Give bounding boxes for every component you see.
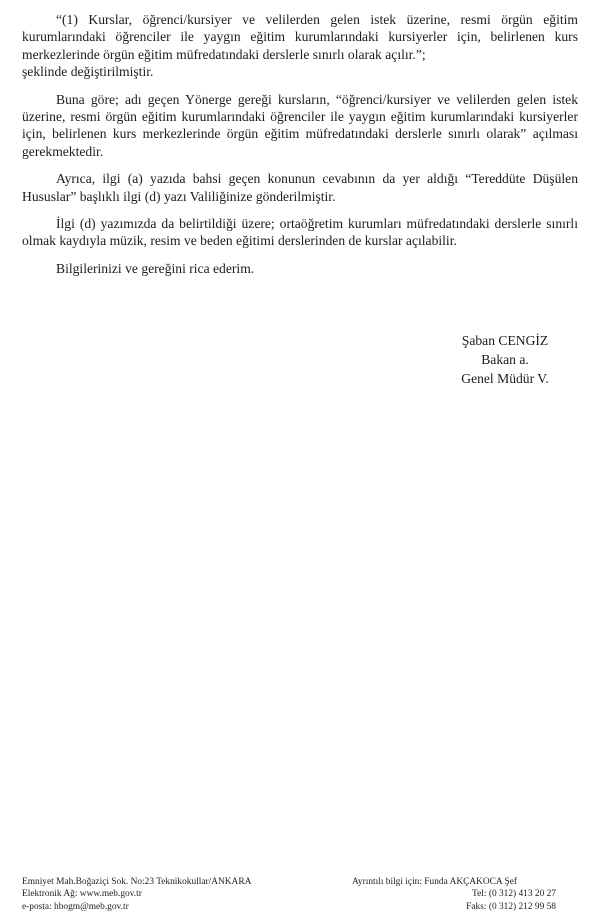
footer-contact-left	[22, 876, 322, 913]
signatory-name: Şaban CENGİZ	[461, 333, 549, 348]
footer-phone: Tel: (0 312) 413 20 27	[472, 889, 556, 900]
footer-email: e-posta: hbogm@meb.gov.tr	[22, 901, 129, 912]
signatory-title: Bakan a.	[481, 352, 529, 367]
letter-body	[22, 11, 578, 287]
paragraph-quoted-amendment: “(1) Kurslar, öğrenci/kursiyer ve velilerden gelen istek üzerine, resmi örgün eğitim kurumlarındaki öğrenciler ile yaygın eğitim kurumlarındaki kursiyerler için, belirlenen kurs merkezlerinde örgün eğitim müfredatındaki derslerle sınırlı olarak açılır.”;	[22, 12, 578, 62]
footer-network: Elektronik Ağ: www.meb.gov.tr	[22, 889, 142, 900]
paragraph-accordingly: Buna göre; adı geçen Yönerge gereği kursların, “öğrenci/kursiyer ve velilerden gelen istek üzerine, resmi örgün eğitim kurumlarındaki öğrenciler ile yaygın eğitim kurumlarındaki kursiyerler için, belirlenen kurs merkezlerinde örgün eğitim müfredatındaki derslerle sınırlı olarak” açılması gerekmektedir.	[22, 91, 578, 159]
signatory-position: Genel Müdür V.	[461, 371, 549, 386]
footer-contact-right	[352, 876, 592, 913]
paragraph-reference-d: İlgi (d) yazımızda da belirtildiği üzere; ortaöğretim kurumları müfredatındaki derslerle sınırlı olmak kaydıyla müzik, resim ve beden eğitimi derslerinden de kurslar açılabilir.	[22, 216, 578, 249]
paragraph-additionally: Ayrıca, ilgi (a) yazıda bahsi geçen konunun cevabının da yer aldığı “Tereddüte Düşülen Hususlar” başlıklı ilgi (d) yazı Valiliğinize gönderilmiştir.	[22, 171, 578, 204]
paragraph-amendment-note: şeklinde değiştirilmiştir.	[22, 64, 154, 80]
paragraph-closing: Bilgilerinizi ve gereğini rica ederim.	[56, 260, 255, 276]
footer-address: Emniyet Mah.Boğaziçi Sok. No:23 Teknikokullar/ANKARA	[22, 877, 252, 887]
footer-contact-person: Ayrıntılı bilgi için: Funda AKÇAKOCA Şef	[352, 877, 518, 887]
footer-fax: Faks: (0 312) 212 99 58	[466, 901, 556, 912]
signature-block	[430, 331, 580, 388]
